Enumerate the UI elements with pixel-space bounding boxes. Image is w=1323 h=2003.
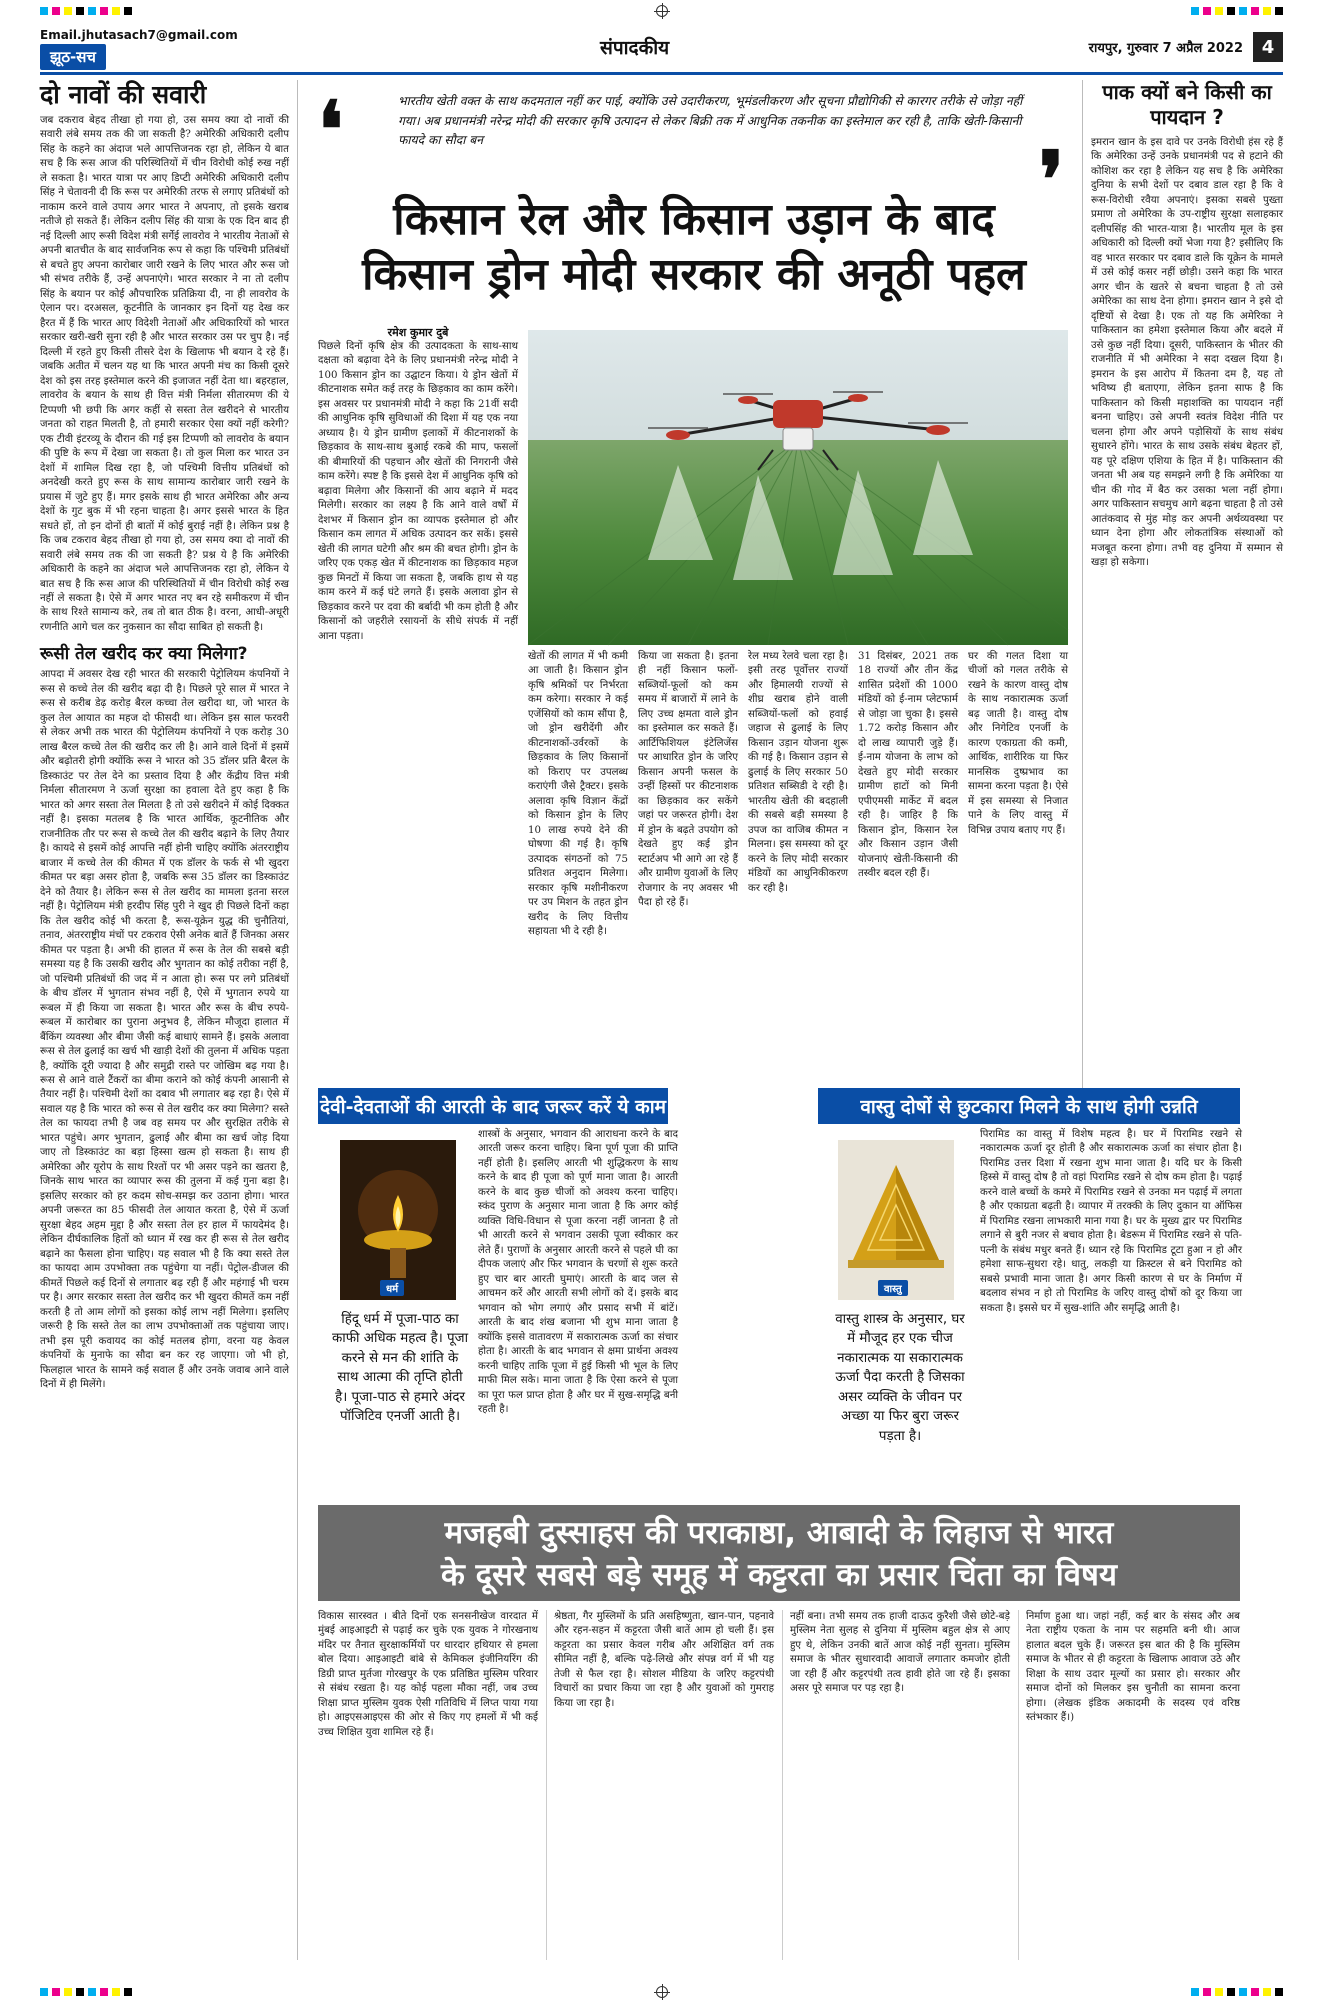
opinion-title: पाक क्यों बने किसी का पायदान ?	[1102, 80, 1272, 129]
bottom-column-4: निर्माण हुआ था। जहां नहीं, कई बार के संसद और अब नेता राष्ट्रीय एकता के नाम पर सहमति बनी थी। आज हालात बदल चुके हैं। जरूरत इस बात की है कि मुस्लिम समाज के भीतर से ही कट्टरता के खिलाफ आवाज उठे और शिक्षा के साथ उदार मूल्यों का प्रसार हो। सरकार और समाज दोनों को मिलकर इस चुनौती का सामना करना होगा। (लेखक इंडिक अकादमी के सदस्य एवं वरिष्ठ स्तंभकार हैं।)	[1026, 1611, 1240, 1724]
aarti-photo	[340, 1140, 456, 1300]
feature-band-aarti: देवी-देवताओं की आरती के बाद जरूर करें ये काम	[318, 1088, 668, 1124]
banner-line-1: मजहबी दुस्साहस की पराकाष्ठा, आबादी के लिहाज से भारत	[444, 1515, 1114, 1551]
close-quote-icon: ❜	[1038, 135, 1064, 226]
pull-quote-text: भारतीय खेती वक्त के साथ कदमताल नहीं कर पाई, क्योंकि उसे उदारीकरण, भूमंडलीकरण और सूचना प्रौद्योगिकी से कारगर तरीके से जोड़ा नहीं गया। अब प्रधानमंत्री नरेन्द्र मोदी की सरकार कृषि उत्पादन से लेकर बिक्री तक में आधुनिक तकनीक का इस्तेमाल कर रही है, ताकि खेती-किसानी फायदे का सौदा बन	[398, 94, 1023, 148]
section-title: संपादकीय	[600, 37, 670, 59]
feature-band-vastu: वास्तु दोषों से छुटकारा मिलने के साथ होगी उन्नति	[818, 1088, 1240, 1124]
editorial-subtitle: रूसी तेल खरीद कर क्या मिलेगा?	[40, 644, 248, 665]
opinion-body: इमरान खान के इस दावे पर उनके विरोधी हंस रहे हैं कि अमेरिका उन्हें उनके प्रधानमंत्री पद से हटाने की कोशिश कर रहा है लेकिन यह सच है कि अमेरिका दुनिया के सभी देशों पर दबाव डाल रहा है कि वे रूस-विरोधी रवैया अपनाएं। इसका सबसे पुख्ता प्रमाण तो अमेरिका के उप-राष्ट्रीय सुरक्षा सलाहकार दलीपसिंह की भारत-यात्रा है। भारतीय मूल के इस अधिकारी को दिल्ली क्यों भेजा गया है? इसीलिए कि वह भारत सरकार पर दबाव डाले कि यूक्रेन के मामले में उसे कोई कसर नहीं छोड़ी। उसने कहा कि भारत अगर चीन के खतरे से बचना चाहता है तो उसे अमेरिका का साथ देना होगा। इमरान खान ने इसे दो दृष्टियों से देखा है। एक तो यह कि अमेरिका ने पाकिस्तान का हमेशा इस्तेमाल किया और बदले में उसे कुछ नहीं दिया। दूसरी, पाकिस्तान के भीतर की राजनीति में भी अमेरिका ने सदा दखल दिया है। इमरान के इस आरोप में कितना दम है, यह तो भविष्य ही बताएगा, लेकिन इतना साफ है कि पाकिस्तान को किसी महाशक्ति का पायदान नहीं बनना चाहिए। उसे अपनी स्वतंत्र विदेश नीति पर चलना होगा और अपने पड़ोसियों के साथ संबंध सुधारने होंगे। भारत के साथ उसके संबंध बेहतर हों, यह पूरे दक्षिण एशिया के हित में है। पाकिस्तान की जनता भी अब यह समझने लगी है कि अमेरिका या चीन की गोद में बैठ कर उसका भला नहीं होगा। अगर पाकिस्तान सचमुच आगे बढ़ना चाहता है तो उसे आतंकवाद से मुंह मोड़ कर अपनी अर्थव्यवस्था पर ध्यान देना होगा और लोकतांत्रिक संस्थाओं को मजबूत करना होगा। तभी वह दुनिया में सम्मान से खड़ा हो सकेगा।	[1091, 137, 1283, 569]
story-column-4: रेल मध्य रेलवे चला रहा है। इसी तरह पूर्वोत्तर राज्यों और हिमालयी राज्यों से शीघ्र खराब होने वाली सब्जियों-फलों को हवाई जहाज से ढुलाई के लिए किसान उड़ान योजना शुरू की गई है। किसान उड़ान से ढुलाई के लिए सरकार 50 प्रतिशत सब्सिडी दे रही है। भारतीय खेती की बदहाली की सबसे बड़ी समस्या है उपज का वाजिब कीमत न मिलना। इस समस्या को दूर करने के लिए मोदी सरकार मंडियों का आधुनिकीकरण कर रही है।	[748, 651, 848, 894]
story-column-2: खेतों की लागत में भी कमी आ जाती है। किसान ड्रोन कृषि श्रमिकों पर निर्भरता कम करेगा। सरकार ने कई एजेंसियों को काम सौंपा है, जो ड्रोन खरीदेंगी और कीटनाशकों-उर्वरकों के छिड़काव के लिए किसानों को किराए पर उपलब्ध कराएंगी जैसे ट्रैक्टर। इसके अलावा कृषि विज्ञान केंद्रों को किसान ड्रोन के लिए 10 लाख रुपये देने की घोषणा की गई है। कृषि उत्पादक संगठनों को 75 प्रतिशत अनुदान मिलेगा। सरकार कृषि मशीनीकरण पर उप मिशन के तहत ड्रोन खरीद के लिए वित्तीय सहायता भी दे रही है।	[528, 651, 628, 938]
pyramid-illustration	[838, 1140, 954, 1300]
vastu-pull-quote: वास्तु शास्त्र के अनुसार, घर में मौजूद हर एक चीज नकारात्मक या सकारात्मक ऊर्जा पैदा करती है जिसका असर व्यक्ति के जीवन पर अच्छा या फिर बुरा जरूर पड़ता है।	[835, 1312, 965, 1444]
aarti-body: शास्त्रों के अनुसार, भगवान की आराधना करने के बाद आरती जरूर करना चाहिए। बिना पूर्ण पूजा की प्राप्ति नहीं होती है। इसलिए आरती भी शुद्धिकरण के साथ करने के बाद ही पूजा को पूर्ण माना जाता है। आरती करने के बाद कुछ चीजों को अवश्य करना चाहिए। स्कंद पुराण के अनुसार माना जाता है कि अगर कोई व्यक्ति विधि-विधान से पूजा करना नहीं जानता है तो भी आरती करने से भगवान उसकी पूजा स्वीकार कर लेते हैं। पुराणों के अनुसार आरती करने से पहले घी का दीपक जलाएं और फिर भगवान के चरणों से शुरू करते हुए चार बार आरती घुमाएं। आरती के बाद जल से आचमन करें और आरती सभी लोगों को दें। इसके बाद भगवान को भोग लगाएं और प्रसाद सभी में बांटें। आरती के बाद शंख बजाना भी शुभ माना जाता है क्योंकि इससे वातावरण में सकारात्मक ऊर्जा का संचार होता है। आरती के बाद भगवान से क्षमा प्रार्थना अवश्य करनी चाहिए ताकि पूजा में हुई किसी भी भूल के लिए माफी मिल सके। माना जाता है कि ऐसा करने से पूजा का पूरा फल प्राप्त होता है और घर में सुख-समृद्धि बनी रहती है।	[478, 1129, 678, 1416]
bottom-column-2: श्रेष्ठता, गैर मुस्लिमों के प्रति असहिष्णुता, खान-पान, पहनावे और रहन-सहन में कट्टरता जैसी बातें आम हो चली हैं। इस कट्टरता का प्रसार केवल गरीब और अशिक्षित वर्ग तक सीमित नहीं है, बल्कि पढ़े-लिखे और संपन्न वर्ग में भी यह तेजी से फैल रहा है। सोशल मीडिया के जरिए कट्टरपंथी विचारों का प्रचार किया जा रहा है और युवाओं को गुमराह किया जा रहा है।	[554, 1611, 774, 1709]
story-column-1: पिछले दिनों कृषि क्षेत्र की उत्पादकता के साथ-साथ दक्षता को बढ़ावा देने के लिए प्रधानमंत्री नरेन्द्र मोदी ने 100 किसान ड्रोन का उद्घाटन किया। ये ड्रोन खेतों में कीटनाशक समेत कई तरह के छिड़काव का काम करेंगे। इस अवसर पर प्रधानमंत्री मोदी ने कहा कि 21वीं सदी की आधुनिक कृषि सुविधाओं की दिशा में यह एक नया अध्याय है। ये ड्रोन ग्रामीण इलाकों में कीटनाशकों के छिड़काव के साथ-साथ बुआई रकबे की माप, फसलों की बीमारियों की पहचान और खेतों की निगरानी जैसे काम करेंगे। स्पष्ट है कि इससे देश में आधुनिक कृषि को बढ़ावा मिलेगा और किसानों की आय बढ़ाने में मदद मिलेगी। सरकार का लक्ष्य है कि आने वाले वर्षों में देशभर में किसान ड्रोन का व्यापक इस्तेमाल हो और किसान कम लागत में अधिक उत्पादन कर सकें। इससे खेती की लागत घटेगी और श्रम की बचत होगी। ड्रोन के जरिए एक एकड़ खेत में कीटनाशक का छिड़काव महज कुछ मिनटों में किया जा सकता है, जबकि हाथ से यह काम करने में कई घंटे लगते हैं। इसके अलावा ड्रोन से छिड़काव करने पर दवा की बर्बादी भी कम होती है और किसानों को जहरीले रसायनों के सीधे संपर्क में नहीं आना पड़ता।	[318, 341, 518, 642]
story-column-3: किया जा सकता है। इतना ही नहीं किसान फलों-सब्जियों-फूलों को कम समय में बाजारों में लाने के लिए उच्च क्षमता वाले ड्रोन का इस्तेमाल कर सकते हैं। आर्टिफिशियल इंटेलिजेंस पर आधारित ड्रोन के जरिए किसान अपनी फसल के उन्हीं हिस्सों पर कीटनाशक का छिड़काव कर सकेंगे जहां पर जरूरत होगी। देश में ड्रोन के बढ़ते उपयोग को देखते हुए कई ड्रोन स्टार्टअप भी आगे आ रहे हैं और ग्रामीण युवाओं के लिए रोजगार के नए अवसर भी पैदा हो रहे हैं।	[638, 651, 738, 909]
pyramid-photo	[838, 1140, 954, 1300]
main-headline	[318, 192, 1070, 302]
open-quote-icon: ❛	[318, 85, 344, 176]
drone-photo	[528, 330, 1068, 645]
dharm-tag: धर्म	[380, 1280, 404, 1296]
column-divider	[546, 1610, 547, 1960]
editorial-body: जब दकराव बेहद तीखा हो गया हो, उस समय क्या दो नावों की सवारी लंबे समय तक की जा सकती है? अमेरिकी अधिकारी दलीप सिंह के कहने का अंदाज भले आपत्तिजनक रहा हो, लेकिन ये बात सच है कि रूस आज की परिस्थितियों में चीन विरोधी कोई रुख नहीं ले सकता है। भारत यात्रा पर आए डिप्टी अमेरिकी अधिकारी दलीप सिंह ने चेतावनी दी कि रूस पर अमेरिकी तरफ से लगाए प्रतिबंधों को नाकाम करने वाले उपाय अगर भारत ने अपनाए, तो इसके खराब नतीजे हो सकते हैं। लेकिन दलीप सिंह की यात्रा के एक दिन बाद ही नई दिल्ली आए रूसी विदेश मंत्री सर्गेई लावरोव ने भारतीय नेताओं से अपनी बातचीत के बाद सार्वजनिक रूप से कहा कि पश्चिमी प्रतिबंधों से बचते हुए अपना कारोबार जारी रखने के लिए भारत और रूस जो भी संभव तरीके हैं, उन्हें अपनाएंगे। भारत सरकार ने ना तो दलीप सिंह के बयान पर कोई औपचारिक प्रतिक्रिया दी, ना ही लावरोव के ऐलान पर। दरअसल, कूटनीति के जानकार इन दिनों यह देख कर हैरत में हैं कि भारत आए विदेशी नेताओं और अधिकारियों को भारत सरकार खरी-खरी सुना रही है और भारत सरकार उस पर चुप है। नई दिल्ली में रहते हुए किसी तीसरे देश के खिलाफ भी बयान दे रहे हैं। जबकि अतीत में चलन यह था कि भारत अपनी मंच का किसी दूसरे देश को इस तरह इस्तेमाल करने की इजाजत नहीं देता था। बहरहाल, लावरोव के बयान के साथ ही वित्त मंत्री निर्मला सीतारमण की ये टिप्पणी भी छपी कि अगर कहीं से सस्ता तेल खरीदने से भारतीय जनता को राहत मिलती है, तो हमारी सरकार ऐसा क्यों नहीं करेगी? एक टीवी इंटरव्यू के दौरान की गई इस टिप्पणी को लावरोव के बयान की पुष्टि के रूप में देखा जा सकता है। तो कुल मिला कर भारत उन देशों में शामिल दिख रहा है, जो पश्चिमी वित्तीय प्रतिबंधों को अनदेखी करते हुए रूस के साथ सामान्य कारोबार जारी रखने के प्रयास में जुटे हुए हैं। मगर इसके साथ ही भारत अमेरिका और अन्य देशों के गुट बुक में भी रहना चाहता है। अगर इससे भारत के हित सधते हों, तो इन दोनों ही बातों में कोई बुराई नहीं है। लेकिन प्रश्न है कि जब टकराव बेहद तीखा हो गया हो, उस समय क्या दो नावों की सवारी लंबे समय तक की जा सकती है? प्रश्न ये है कि अमेरिकी अधिकारी के कहने का अंदाज भले आपत्तिजनक रहा हो, लेकिन ये बात सच है कि रूस आज की परिस्थितियों में चीन विरोधी कोई रुख नहीं ले सकता है। ऐसे में अगर भारत नए बन रहे समीकरण में चीन के साथ रिश्ते सामान्य करे, तब तो बात ठीक है। वरना, आधी-अधूरी रणनीति आगे चल कर नुकसान का सौदा साबित हो सकती है।	[40, 115, 289, 633]
vastu-body: पिरामिड का वास्तु में विशेष महत्व है। घर में पिरामिड रखने से नकारात्मक ऊर्जा दूर होती है और सकारात्मक ऊर्जा का संचार होता है। पिरामिड उत्तर दिशा में रखना शुभ माना जाता है। यदि घर के किसी हिस्से में वास्तु दोष है तो वहां पिरामिड रखने से दोष कम होता है। पढ़ाई करने वाले बच्चों के कमरे में पिरामिड रखने से उनका मन पढ़ाई में लगता है और एकाग्रता बढ़ती है। व्यापार में तरक्की के लिए दुकान या ऑफिस में पिरामिड रखना लाभकारी माना गया है। घर के मुख्य द्वार पर पिरामिड लगाने से बुरी नजर से बचाव होता है। बेडरूम में पिरामिड रखने से पति-पत्नी के संबंध मधुर बनते हैं। ध्यान रहे कि पिरामिड टूटा हुआ न हो और हमेशा साफ-सुथरा रहे। धातु, लकड़ी या क्रिस्टल से बने पिरामिड को सबसे प्रभावी माना जाता है। अगर किसी कारण से घर के निर्माण में बदलाव संभव न हो तो पिरामिड के जरिए वास्तु दोषों को दूर किया जा सकता है। इससे घर में सुख-शांति और समृद्धि आती है।	[980, 1129, 1242, 1314]
registration-cross-icon	[656, 5, 668, 17]
editorial-body-2: आपदा में अवसर देख रही भारत की सरकारी पेट्रोलियम कंपनियों ने रूस से कच्चे तेल की खरीद बढ़ा दी है। पिछले पूरे साल में भारत ने रूस से करीब डेढ़ करोड़ बैरल कच्चा तेल खरीदा था, जो भारत के कुल तेल आयात का महज दो फीसदी था। लेकिन इस साल फरवरी से लेकर अभी तक भारत की पेट्रोलियम कंपनियों ने एक करोड़ 30 लाख बैरल कच्चे तेल की खरीद कर ली है। आने वाले दिनों में इसमें और बढ़ोतरी होगी क्योंकि रूस ने भारत को 35 डॉलर प्रति बैरल के डिस्काउंट पर तेल देने का प्रस्ताव दिया है और केंद्रीय वित्त मंत्री निर्मला सीतारमण ने ऊर्जा सुरक्षा का हवाला देते हुए कहा है कि भारत को अगर सस्ता तेल मिलता है तो उसे खरीदने में कोई दिक्कत नहीं है। इसका मतलब है कि भारत आर्थिक, कूटनीतिक और राजनीतिक तौर पर रूस से कच्चे तेल की खरीद बढ़ाने के लिए तैयार है। कायदे से इसमें कोई आपत्ति नहीं होनी चाहिए क्योंकि अंतरराष्ट्रीय बाजार में कच्चे तेल की कीमत में एक डॉलर के फर्क से भी खुदरा कीमत पर बड़ा असर होता है, जबकि रूस 35 डॉलर का डिस्काउंट देने को तैयार है। लेकिन रूस से तेल खरीद का मामला इतना सरल नहीं है। पेट्रोलियम मंत्री हरदीप सिंह पुरी ने खुद ही पिछले दिनों कहा कि तेल खरीद कोई भी करता है, रूस-यूक्रेन युद्ध की चुनौतियां, तनाव, अंतरराष्ट्रीय मंचों पर टकराव ऐसी अनेक बातें हैं जिनका असर कीमत पर पड़ता है। अभी की हालत में रूस के तेल की सबसे बड़ी समस्या यह है कि उसकी खरीद और भुगतान का कोई तरीका नहीं है, जो पश्चिमी प्रतिबंधों की जद में न आता हो। रूस पर लगे प्रतिबंधों के बीच डॉलर में भुगतान संभव नहीं है, ऐसे में भुगतान रुपये या रूबल में ही किया जा सकता है। भारत और रूस के बीच रुपये-रूबल में कारोबार का पुराना अनुभव है, लेकिन मौजूदा हालात में बैंकिंग व्यवस्था और बीमा जैसी कई बाधाएं सामने हैं। इसके अलावा रूस से तेल ढुलाई का खर्च भी खाड़ी देशों की तुलना में अधिक पड़ता है, क्योंकि दूरी ज्यादा है और समुद्री रास्ते पर जोखिम बढ़ गया है। रूस से आने वाले टैंकरों का बीमा कराने को कोई कंपनी आसानी से तैयार नहीं है। पश्चिमी देशों का दबाव भी लगातार बढ़ रहा है। ऐसे में सवाल यह है कि भारत को रूस से तेल खरीद कर क्या मिलेगा? सस्ते तेल का फायदा तभी है जब वह समय पर और सुरक्षित तरीके से भारत पहुंचे। अगर भुगतान, ढुलाई और बीमा का खर्च जोड़ दिया जाए तो डिस्काउंट का बड़ा हिस्सा खत्म हो सकता है। साथ ही अमेरिका और यूरोप के साथ रिश्तों पर भी असर पड़ने का खतरा है, जिनके साथ भारत का व्यापार रूस की तुलना में कई गुना बड़ा है। इसलिए सरकार को हर कदम सोच-समझ कर उठाना होगा। भारत अपनी जरूरत का 85 फीसदी तेल आयात करता है, ऐसे में ऊर्जा सुरक्षा बेहद अहम मुद्दा है और सस्ता तेल हर हाल में फायदेमंद है। लेकिन दीर्घकालिक हितों को ध्यान में रख कर ही रूस से तेल खरीद बढ़ाने का फैसला होना चाहिए। यह सवाल भी है कि क्या सस्ते तेल का फायदा आम उपभोक्ता तक पहुंचेगा या नहीं। पेट्रोल-डीजल की कीमतें पिछले कई दिनों से लगातार बढ़ रही हैं और महंगाई भी चरम पर है। अगर सरकार सस्ता तेल खरीद कर भी खुदरा कीमतें कम नहीं करती है तो आम लोगों को इसका कोई लाभ नहीं मिलेगा। इसलिए जरूरी है कि सस्ते तेल का लाभ उपभोक्ताओं तक पहुंचाया जाए। तभी इस पूरी कवायद का कोई मतलब होगा, वरना यह केवल कंपनियों के मुनाफे का सौदा बन कर रह जाएगा। जो भी हो, फिलहाल भारत के सामने कई सवाल हैं और उनके जवाब आने वाले दिनों में ही मिलेंगे।	[40, 669, 289, 1391]
registration-marks-top	[0, 4, 1323, 18]
byline: रमेश कुमार दुबे	[387, 326, 449, 339]
registration-cross-icon	[656, 1986, 668, 1998]
banner-line-2: के दूसरे सबसे बड़े समूह में कट्टरता का प्रसार चिंता का विषय	[441, 1556, 1117, 1593]
color-swatch-strip	[1191, 1988, 1283, 1996]
color-swatch-strip	[40, 1988, 132, 1996]
drone-field-illustration	[528, 330, 1068, 645]
column-divider	[782, 1610, 783, 1960]
diya-illustration	[340, 1140, 456, 1300]
brand-logo: झूठ-सच	[40, 44, 106, 70]
color-swatch-strip	[1191, 7, 1283, 15]
color-swatch-strip	[40, 7, 132, 15]
right-opinion-column	[1082, 80, 1283, 1118]
headline-line-2: किसान ड्रोन मोदी सरकार की अनूठी पहल	[362, 249, 1026, 300]
story-column-6: घर की गलत दिशा या चीजों को गलत तरीके से रखने के कारण वास्तु दोष के साथ नकारात्मक ऊर्जा बढ़ जाती है। वास्तु दोष और निगेटिव एनर्जी के कारण एकाग्रता की कमी, आर्थिक, शारीरिक या फिर मानसिक दुष्प्रभाव का सामना करना पड़ता है। ऐसे में इस समस्या से निजात पाने के लिए वास्तु में विभिन्न उपाय बताए गए हैं।	[968, 651, 1068, 836]
left-editorial-column	[40, 80, 298, 1960]
column-divider	[1018, 1610, 1019, 1960]
contact-email: Email.jhutasach7@gmail.com	[40, 28, 238, 42]
headline-line-1: किसान रेल और किसान उड़ान के बाद	[393, 194, 995, 245]
story-column-5: 31 दिसंबर, 2021 तक 18 राज्यों और तीन केंद्र शासित प्रदेशों की 1000 मंडियों को ई-नाम प्लेटफार्म से जोड़ा जा चुका है। इससे 1.72 करोड़ किसान और दो लाख व्यापारी जुड़े हैं। ई-नाम योजना के लाभ को देखते हुए मोदी सरकार ग्रामीण हाटों को मिनी एपीएमसी मार्केट में बदल रही है। जाहिर है कि किसान ड्रोन, किसान रेल और किसान उड़ान जैसी योजनाएं खेती-किसानी की तस्वीर बदल रही हैं।	[858, 651, 958, 880]
aarti-pull-quote: हिंदू धर्म में पूजा-पाठ का काफी अधिक महत्व है। पूजा करने से मन की शांति के साथ आत्मा की तृप्ति होती है। पूजा-पाठ से हमारे अंदर पॉजिटिव एनर्जी आती है।	[331, 1312, 469, 1425]
vastu-tag: वास्तु	[878, 1280, 908, 1296]
bottom-column-1: विकास सारस्वत । बीते दिनों एक सनसनीखेज वारदात में मुंबई आइआइटी से पढ़ाई कर चुके एक युवक ने गोरखनाथ मंदिर पर तैनात सुरक्षाकर्मियों पर धारदार हथियार से हमला बोल दिया। आइआइटी बांबे से केमिकल इंजीनियरिंग की डिग्री प्राप्त मुर्तजा गोरखपुर के एक प्रतिष्ठित मुस्लिम परिवार से संबंध रखता है। यह कोई पहला मौका नहीं, जब उच्च शिक्षा प्राप्त मुस्लिम युवक ऐसी गतिविधि में लिप्त पाया गया हो। आइएसआइएस की ओर से किए गए हमलों में भी कई उच्च शिक्षित युवा शामिल रहे हैं।	[318, 1611, 538, 1738]
editorial-title: दो नावों की सवारी	[40, 80, 207, 109]
page-number: 4	[1253, 32, 1283, 62]
bottom-column-3: नहीं बना। तभी समय तक हाजी दाऊद कुरैशी जैसे छोटे-बड़े मुस्लिम नेता सुलह से दुनिया में मुस्लिम बहुल क्षेत्र से आए हुए थे, लेकिन उनकी बातें आज कोई नहीं सुनता। मुस्लिम समाज के भीतर सुधारवादी आवाजें लगातार कमजोर होती जा रही हैं और कट्टरपंथी तत्व हावी होते जा रहे हैं। इसका असर पूरे समाज पर पड़ रहा है।	[790, 1611, 1010, 1695]
masthead-rule	[40, 72, 1283, 75]
dateline: रायपुर, गुरुवार 7 अप्रैल 2022	[1088, 41, 1243, 56]
registration-marks-bottom	[0, 1985, 1323, 1999]
masthead	[40, 28, 1283, 70]
bottom-headline-banner	[318, 1505, 1240, 1601]
